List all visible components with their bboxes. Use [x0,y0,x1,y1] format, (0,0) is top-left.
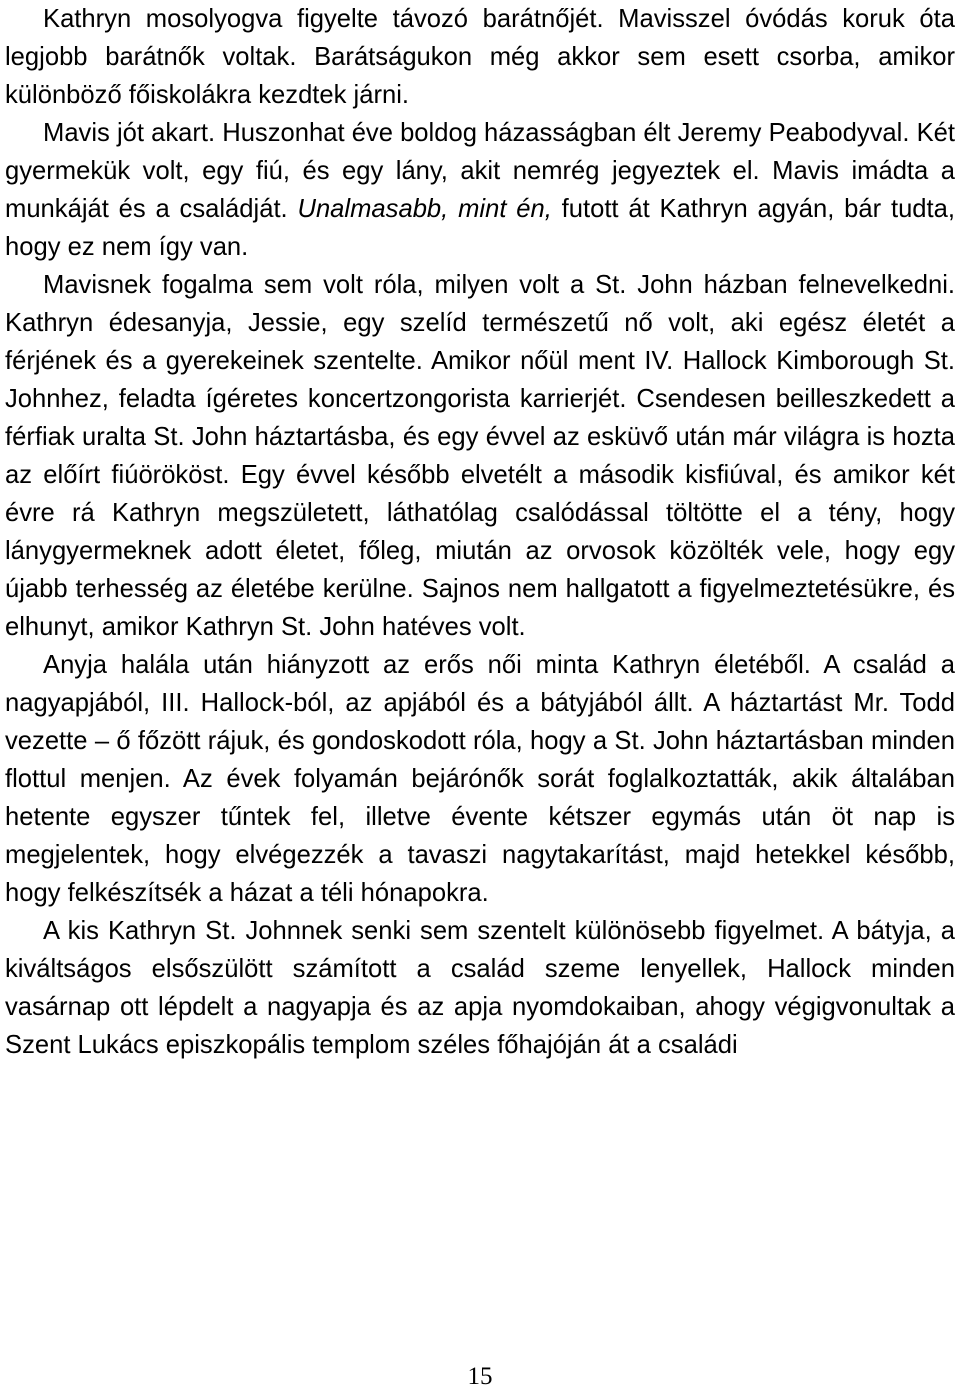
paragraph-2-italic-thought: Unalmasabb, mint én, [297,195,552,223]
page-number: 15 [467,1363,493,1390]
paragraph-2-text-start: Mavis jót akart. Huszonhat éve boldog házasságban élt Jeremy Peabodyval. Két gyermekük volt, egy fiú, és egy lány, akit nemrég jegyeztek el. Mavis imádta a munkáját és a családját. [5,119,955,223]
paragraph-1: Kathryn mosolyogva figyelte távozó barátnőjét. Mavisszel óvódás koruk óta legjobb barátnők voltak. Barátságukon még akkor sem esett csorba, amikor különböző főiskolákra kezdtek járni. [5,5,955,109]
paragraph-3: Mavisnek fogalma sem volt róla, milyen volt a St. John házban felnevelkedni. Kathryn édesanyja, Jessie, egy szelíd természetű nő volt, aki egész életét a férjének és a gyerekeinek szentelte. Amikor nőül ment IV. Hallock Kimborough St. Johnhez, feladta ígéretes koncertzongorista karrierjét. Csendesen beilleszkedett a férfiak uralta St. John háztartásba, és egy évvel az esküvő után már világra is hozta az előírt fiúörököst. Egy évvel később elvetélt a második kisfiúval, és amikor két évre rá Kathryn megszületett, láthatólag csalódással töltötte el a tény, hogy lánygyermeknek adott életet, főleg, miután az orvosok közölték vele, hogy egy újabb terhesség az életébe kerülne. Sajnos nem hallgatott a figyelmeztetésükre, és elhunyt, amikor Kathryn St. John hatéves volt. [5,271,955,641]
paragraph-2 [5,114,955,266]
paragraph-4: Anyja halála után hiányzott az erős női minta Kathryn életéből. A család a nagyapjából, III. Hallock-ból, az apjából és a bátyjából állt. A háztartást Mr. Todd vezette – ő főzött rájuk, és gondoskodott róla, hogy a St. John háztartásban minden flottul menjen. Az évek folyamán bejárónők sorát foglalkoztatták, akik általában hetente egyszer tűntek fel, illetve évente kétszer egymás után öt nap is megjelentek, hogy elvégezzék a tavaszi nagytakarítást, majd hetekkel később, hogy felkészítsék a házat a téli hónapokra. [5,651,955,907]
paragraph-5: A kis Kathryn St. Johnnek senki sem szentelt különösebb figyelmet. A bátyja, a kiváltságos elsőszülött számított a család szeme lenyellek, Hallock minden vasárnap ott lépdelt a nagyapja és az apja nyomdokaiban, ahogy végigvonultak a Szent Lukács episzkopális templom széles főhajóján át a családi [5,917,955,1059]
paragraph-2-text-end: futott át Kathryn agyán, bár tudta, hogy ez nem így van. [5,195,956,261]
page-body [5,0,955,1064]
